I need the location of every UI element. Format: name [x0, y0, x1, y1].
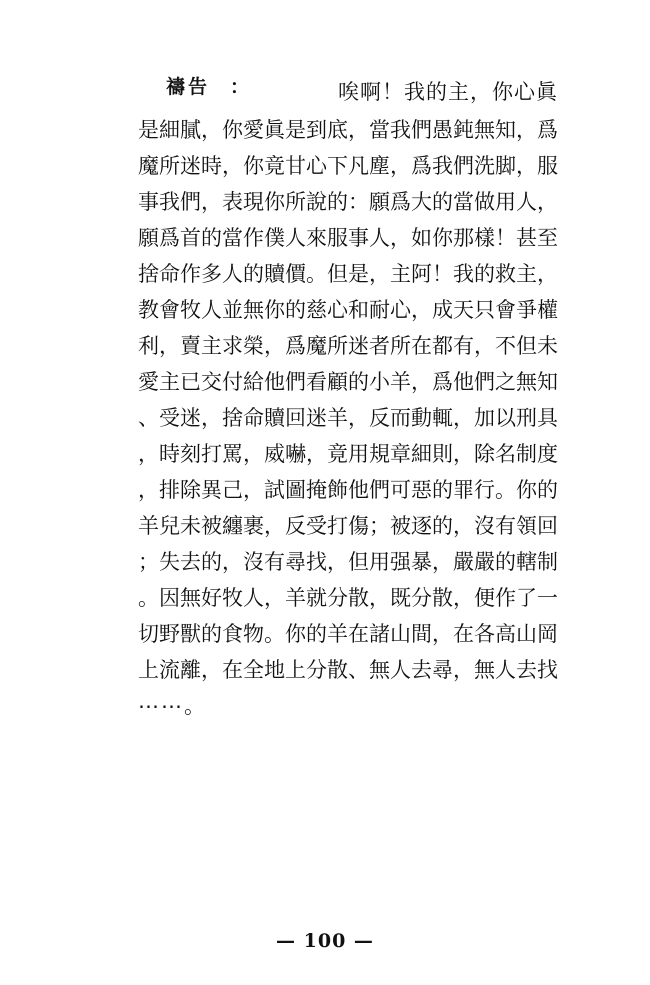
prayer-colon: ： — [230, 76, 250, 98]
text-line: ，排除異己，試圖掩飾他們可惡的罪行。你的 — [138, 478, 558, 502]
text-line: ；失去的，沒有尋找，但用强暴，嚴嚴的轄制 — [138, 550, 558, 574]
page-number: — 100 — — [276, 930, 374, 952]
text-line-ellipsis: ⋯⋯。 — [138, 694, 207, 718]
text-line: 魔所迷時，你竟甘心下凡塵，爲我們洗脚，服 — [138, 154, 558, 178]
text-line: 是細膩，你愛眞是到底，當我們愚鈍無知，爲 — [138, 118, 558, 142]
text-line: 羊兒未被纏裹，反受打傷；被逐的，沒有領回 — [138, 514, 558, 538]
text-line: 上流離，在全地上分散、無人去尋，無人去找 — [138, 658, 558, 682]
prayer-label: 禱告 — [166, 76, 211, 98]
text-line: 利，賣主求榮，爲魔所迷者所在都有，不但未 — [138, 334, 558, 358]
text-line: 捨命作多人的贖價。但是，主阿！我的救主， — [138, 262, 558, 286]
text-line: 切野獸的食物。你的羊在諸山間，在各高山岡 — [138, 622, 558, 646]
text-line: 。因無好牧人，羊就分散，既分散，便作了一 — [138, 586, 558, 610]
text-line: 、受迷，捨命贖回迷羊，反而動輒，加以刑具 — [138, 406, 558, 430]
text-line: 教會牧人並無你的慈心和耐心，成天只會爭權 — [138, 298, 558, 322]
prayer-body — [138, 112, 558, 724]
text-line: 事我們，表現你所說的：願爲大的當做用人， — [138, 190, 558, 214]
text-line: 願爲首的當作僕人來服事人，如你那樣！甚至 — [138, 226, 558, 250]
prayer-heading-row — [138, 68, 558, 104]
prayer-first-line: 唉啊！我的主，你心眞 — [338, 80, 558, 104]
text-line: 愛主已交付給他們看顧的小羊，爲他們之無知 — [138, 370, 558, 394]
text-line: ，時刻打罵，威嚇，竟用規章細則，除名制度 — [138, 442, 558, 466]
